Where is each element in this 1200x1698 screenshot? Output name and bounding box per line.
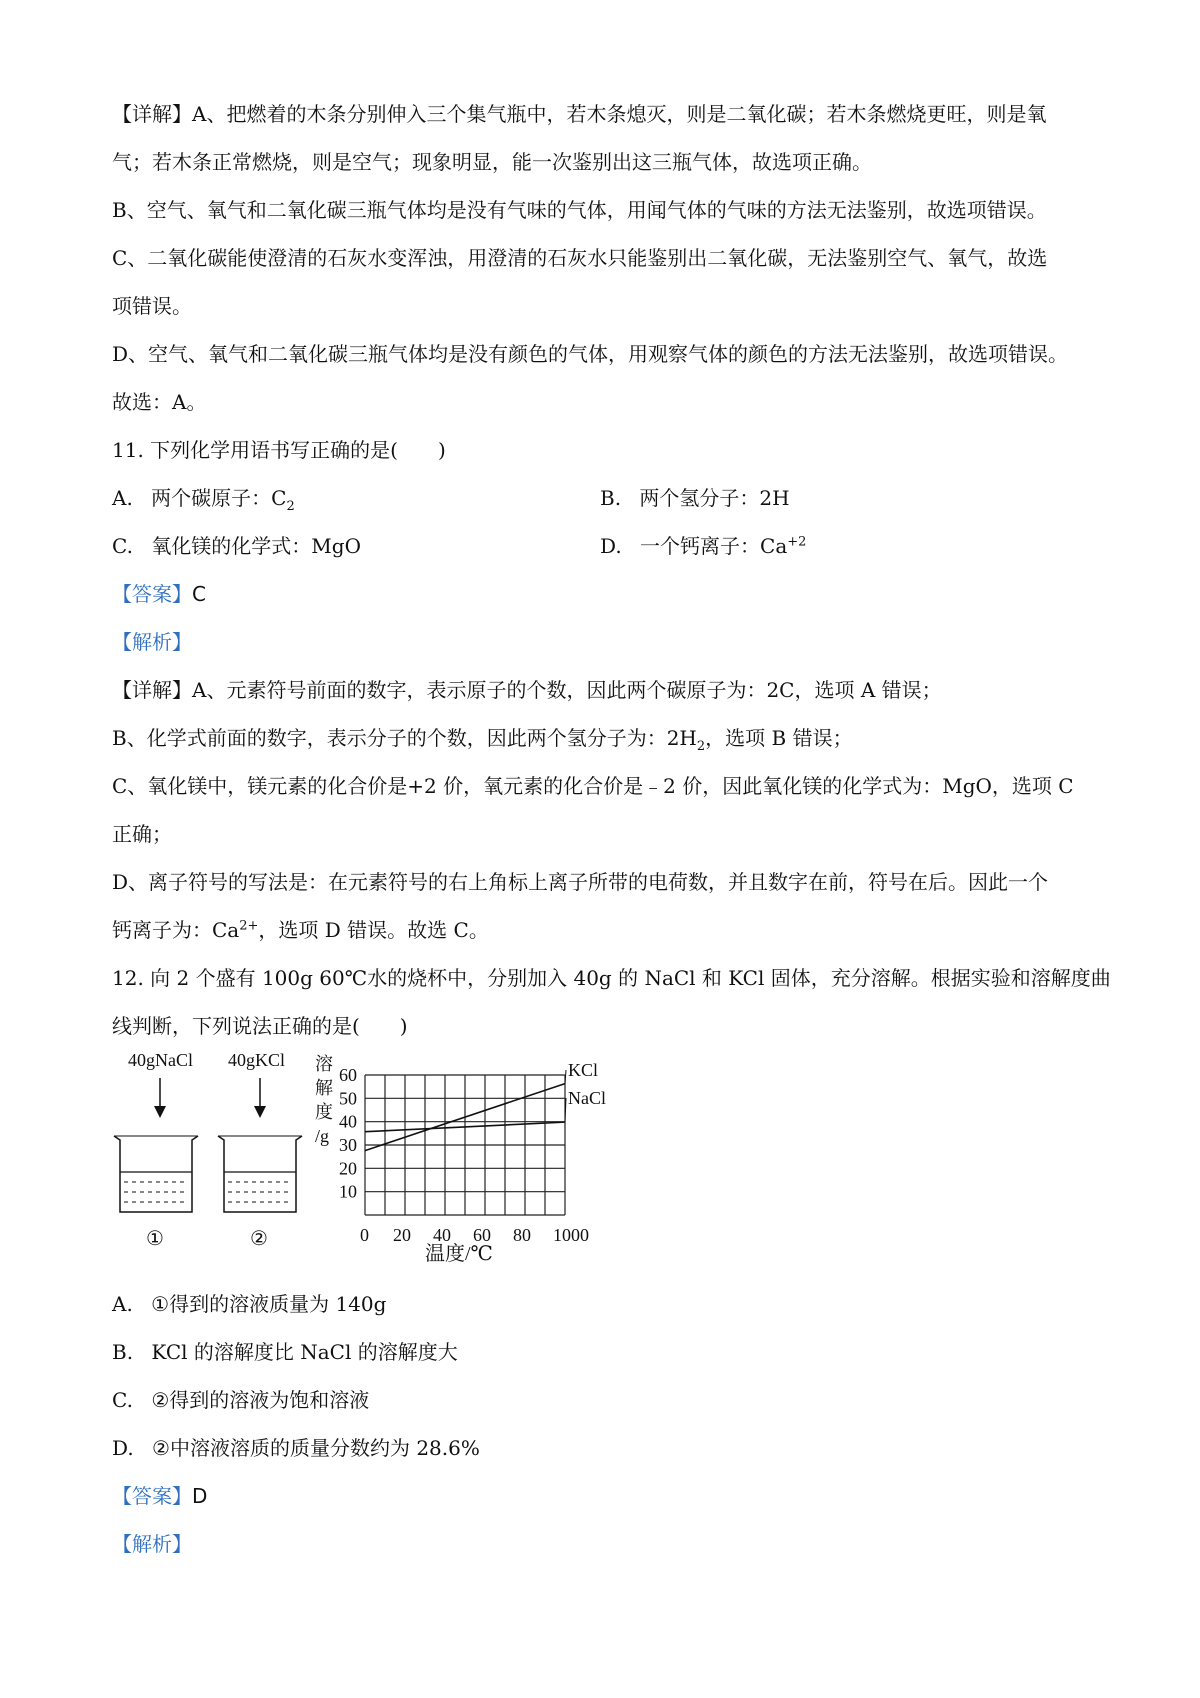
q12-figure bbox=[110, 1040, 670, 1265]
q11-stem: 11. 下列化学用语书写正确的是( ) bbox=[112, 438, 446, 462]
x-tick-label: 40 bbox=[433, 1225, 451, 1245]
option-text: ②得到的溶液为饱和溶液 bbox=[151, 1388, 370, 1412]
option-text: KCl 的溶解度比 NaCl 的溶解度大 bbox=[151, 1340, 458, 1364]
superscript: 2+ bbox=[239, 918, 259, 934]
y-axis-label-char-1: 溶 bbox=[315, 1054, 333, 1074]
answer-value: C bbox=[192, 582, 206, 606]
q11-explain-line-6 bbox=[112, 916, 489, 944]
y-axis-label-char-2: 解 bbox=[315, 1078, 333, 1098]
q12-option-b bbox=[112, 1338, 458, 1366]
superscript: +2 bbox=[787, 534, 807, 550]
answer-tag: 【答案】 bbox=[112, 582, 192, 606]
option-label: A. bbox=[112, 1292, 133, 1316]
x-axis-label: 温度/℃ bbox=[425, 1243, 493, 1265]
beaker-2-number: ② bbox=[250, 1228, 268, 1250]
y-tick-label: 10 bbox=[339, 1181, 357, 1202]
q12-stem-line-2: 线判断，下列说法正确的是( ) bbox=[112, 1014, 408, 1038]
q11-explain-line-2 bbox=[112, 724, 853, 752]
x-tick-label: 0 bbox=[360, 1225, 369, 1245]
q11-option-b bbox=[600, 484, 790, 512]
x-tick-label: 60 bbox=[473, 1225, 491, 1245]
q11-answer bbox=[112, 580, 206, 608]
q12-analysis-tag: 【解析】 bbox=[112, 1532, 192, 1556]
option-label: C. bbox=[112, 534, 133, 558]
subscript: 2 bbox=[286, 499, 295, 514]
chart-y-ticks bbox=[339, 1065, 357, 1202]
subscript: 2 bbox=[696, 739, 706, 754]
text: 钙离子为：Ca bbox=[112, 918, 240, 942]
y-tick-label: 20 bbox=[339, 1158, 357, 1179]
chart-x-ticks bbox=[360, 1225, 589, 1245]
beaker-2-label: 40gKCl bbox=[228, 1050, 286, 1070]
answer-tag: 【答案】 bbox=[112, 1484, 192, 1508]
q11-explain-line-3: C、氧化镁中，镁元素的化合价是+2 价，氧元素的化合价是﹣2 价，因此氧化镁的化学式为：MgO，选项 C bbox=[112, 774, 1074, 798]
x-tick-label: 20 bbox=[393, 1225, 411, 1245]
arrow-head-icon bbox=[154, 1106, 166, 1118]
q11-option-d bbox=[600, 532, 806, 560]
q11-explain-line-1: 【详解】A、元素符号前面的数字，表示原子的个数，因此两个碳原子为：2C，选项 A 错误； bbox=[112, 678, 942, 702]
q11-analysis-tag: 【解析】 bbox=[112, 630, 192, 654]
q11-option-a bbox=[112, 484, 295, 512]
x-tick-label: 1000 bbox=[553, 1225, 589, 1245]
y-axis-label-char-4: /g bbox=[315, 1126, 330, 1146]
option-label: D. bbox=[600, 534, 622, 558]
option-text: 氧化镁的化学式：MgO bbox=[151, 534, 361, 558]
q10-explain-line-4: C、二氧化碳能使澄清的石灰水变浑浊，用澄清的石灰水只能鉴别出二氧化碳，无法鉴别空气、氧气，故选 bbox=[112, 246, 1048, 270]
q12-answer bbox=[112, 1482, 207, 1510]
experiment-and-solubility-figure bbox=[110, 1040, 670, 1265]
x-tick-label: 80 bbox=[513, 1225, 531, 1245]
y-tick-label: 50 bbox=[339, 1088, 357, 1109]
arrow-head-icon bbox=[254, 1106, 266, 1118]
y-axis-label-char-3: 度 bbox=[315, 1102, 333, 1122]
chart-grid bbox=[365, 1075, 565, 1215]
y-tick-label: 30 bbox=[339, 1135, 357, 1155]
q10-explain-line-5: 项错误。 bbox=[112, 294, 192, 318]
legend-nacl: NaCl bbox=[568, 1088, 606, 1108]
q10-explain-line-7: 故选：A。 bbox=[112, 390, 207, 414]
beaker-1 bbox=[114, 1136, 198, 1212]
q11-explain-line-4: 正确； bbox=[112, 822, 172, 846]
q11-explain-line-5: D、离子符号的写法是：在元素符号的右上角标上离子所带的电荷数，并且数字在前，符号在后。因此一个 bbox=[112, 870, 1049, 894]
answer-value: D bbox=[192, 1484, 208, 1508]
q11-option-c bbox=[112, 532, 361, 560]
option-label: D. bbox=[112, 1436, 134, 1460]
legend-kcl: KCl bbox=[568, 1060, 599, 1080]
option-label: C. bbox=[112, 1388, 133, 1412]
option-text: 一个钙离子：Ca bbox=[640, 534, 788, 558]
option-label: A. bbox=[112, 486, 133, 510]
q12-stem-line-1: 12. 向 2 个盛有 100g 60℃水的烧杯中，分别加入 40g 的 NaCl 和 KCl 固体，充分溶解。根据实验和溶解度曲 bbox=[112, 966, 1111, 990]
option-text: 两个碳原子：C bbox=[151, 486, 287, 510]
q12-option-d bbox=[112, 1434, 480, 1462]
q12-option-a bbox=[112, 1290, 386, 1318]
beaker-1-number: ① bbox=[146, 1228, 164, 1250]
text: B、化学式前面的数字，表示分子的个数，因此两个氢分子为：2H bbox=[112, 726, 697, 750]
option-label: B. bbox=[112, 1340, 134, 1364]
q10-explain-line-6: D、空气、氧气和二氧化碳三瓶气体均是没有颜色的气体，用观察气体的颜色的方法无法鉴别，故选项错误。 bbox=[112, 342, 1069, 366]
y-tick-label: 60 bbox=[339, 1065, 357, 1085]
q10-explain-line-3: B、空气、氧气和二氧化碳三瓶气体均是没有气味的气体，用闻气体的气味的方法无法鉴别，故选项错误。 bbox=[112, 198, 1047, 222]
q10-explain-line-1: 【详解】A、把燃着的木条分别伸入三个集气瓶中，若木条熄灭，则是二氧化碳；若木条燃烧更旺，则是氧 bbox=[112, 102, 1047, 126]
kcl-leader-line bbox=[565, 1070, 566, 1084]
beaker-2 bbox=[218, 1136, 302, 1212]
text: ，选项 D 错误。故选 C。 bbox=[258, 918, 489, 942]
option-text: 两个氢分子：2H bbox=[639, 486, 790, 510]
option-label: B. bbox=[600, 486, 622, 510]
option-text: ②中溶液溶质的质量分数约为 28.6% bbox=[152, 1436, 480, 1460]
option-text: ①得到的溶液质量为 140g bbox=[151, 1292, 387, 1316]
q12-option-c bbox=[112, 1386, 369, 1414]
text: ，选项 B 错误； bbox=[705, 726, 853, 750]
beaker-1-label: 40gNaCl bbox=[128, 1050, 193, 1070]
q10-explain-line-2: 气；若木条正常燃烧，则是空气；现象明显，能一次鉴别出这三瓶气体，故选项正确。 bbox=[112, 150, 872, 174]
y-tick-label: 40 bbox=[339, 1111, 357, 1132]
